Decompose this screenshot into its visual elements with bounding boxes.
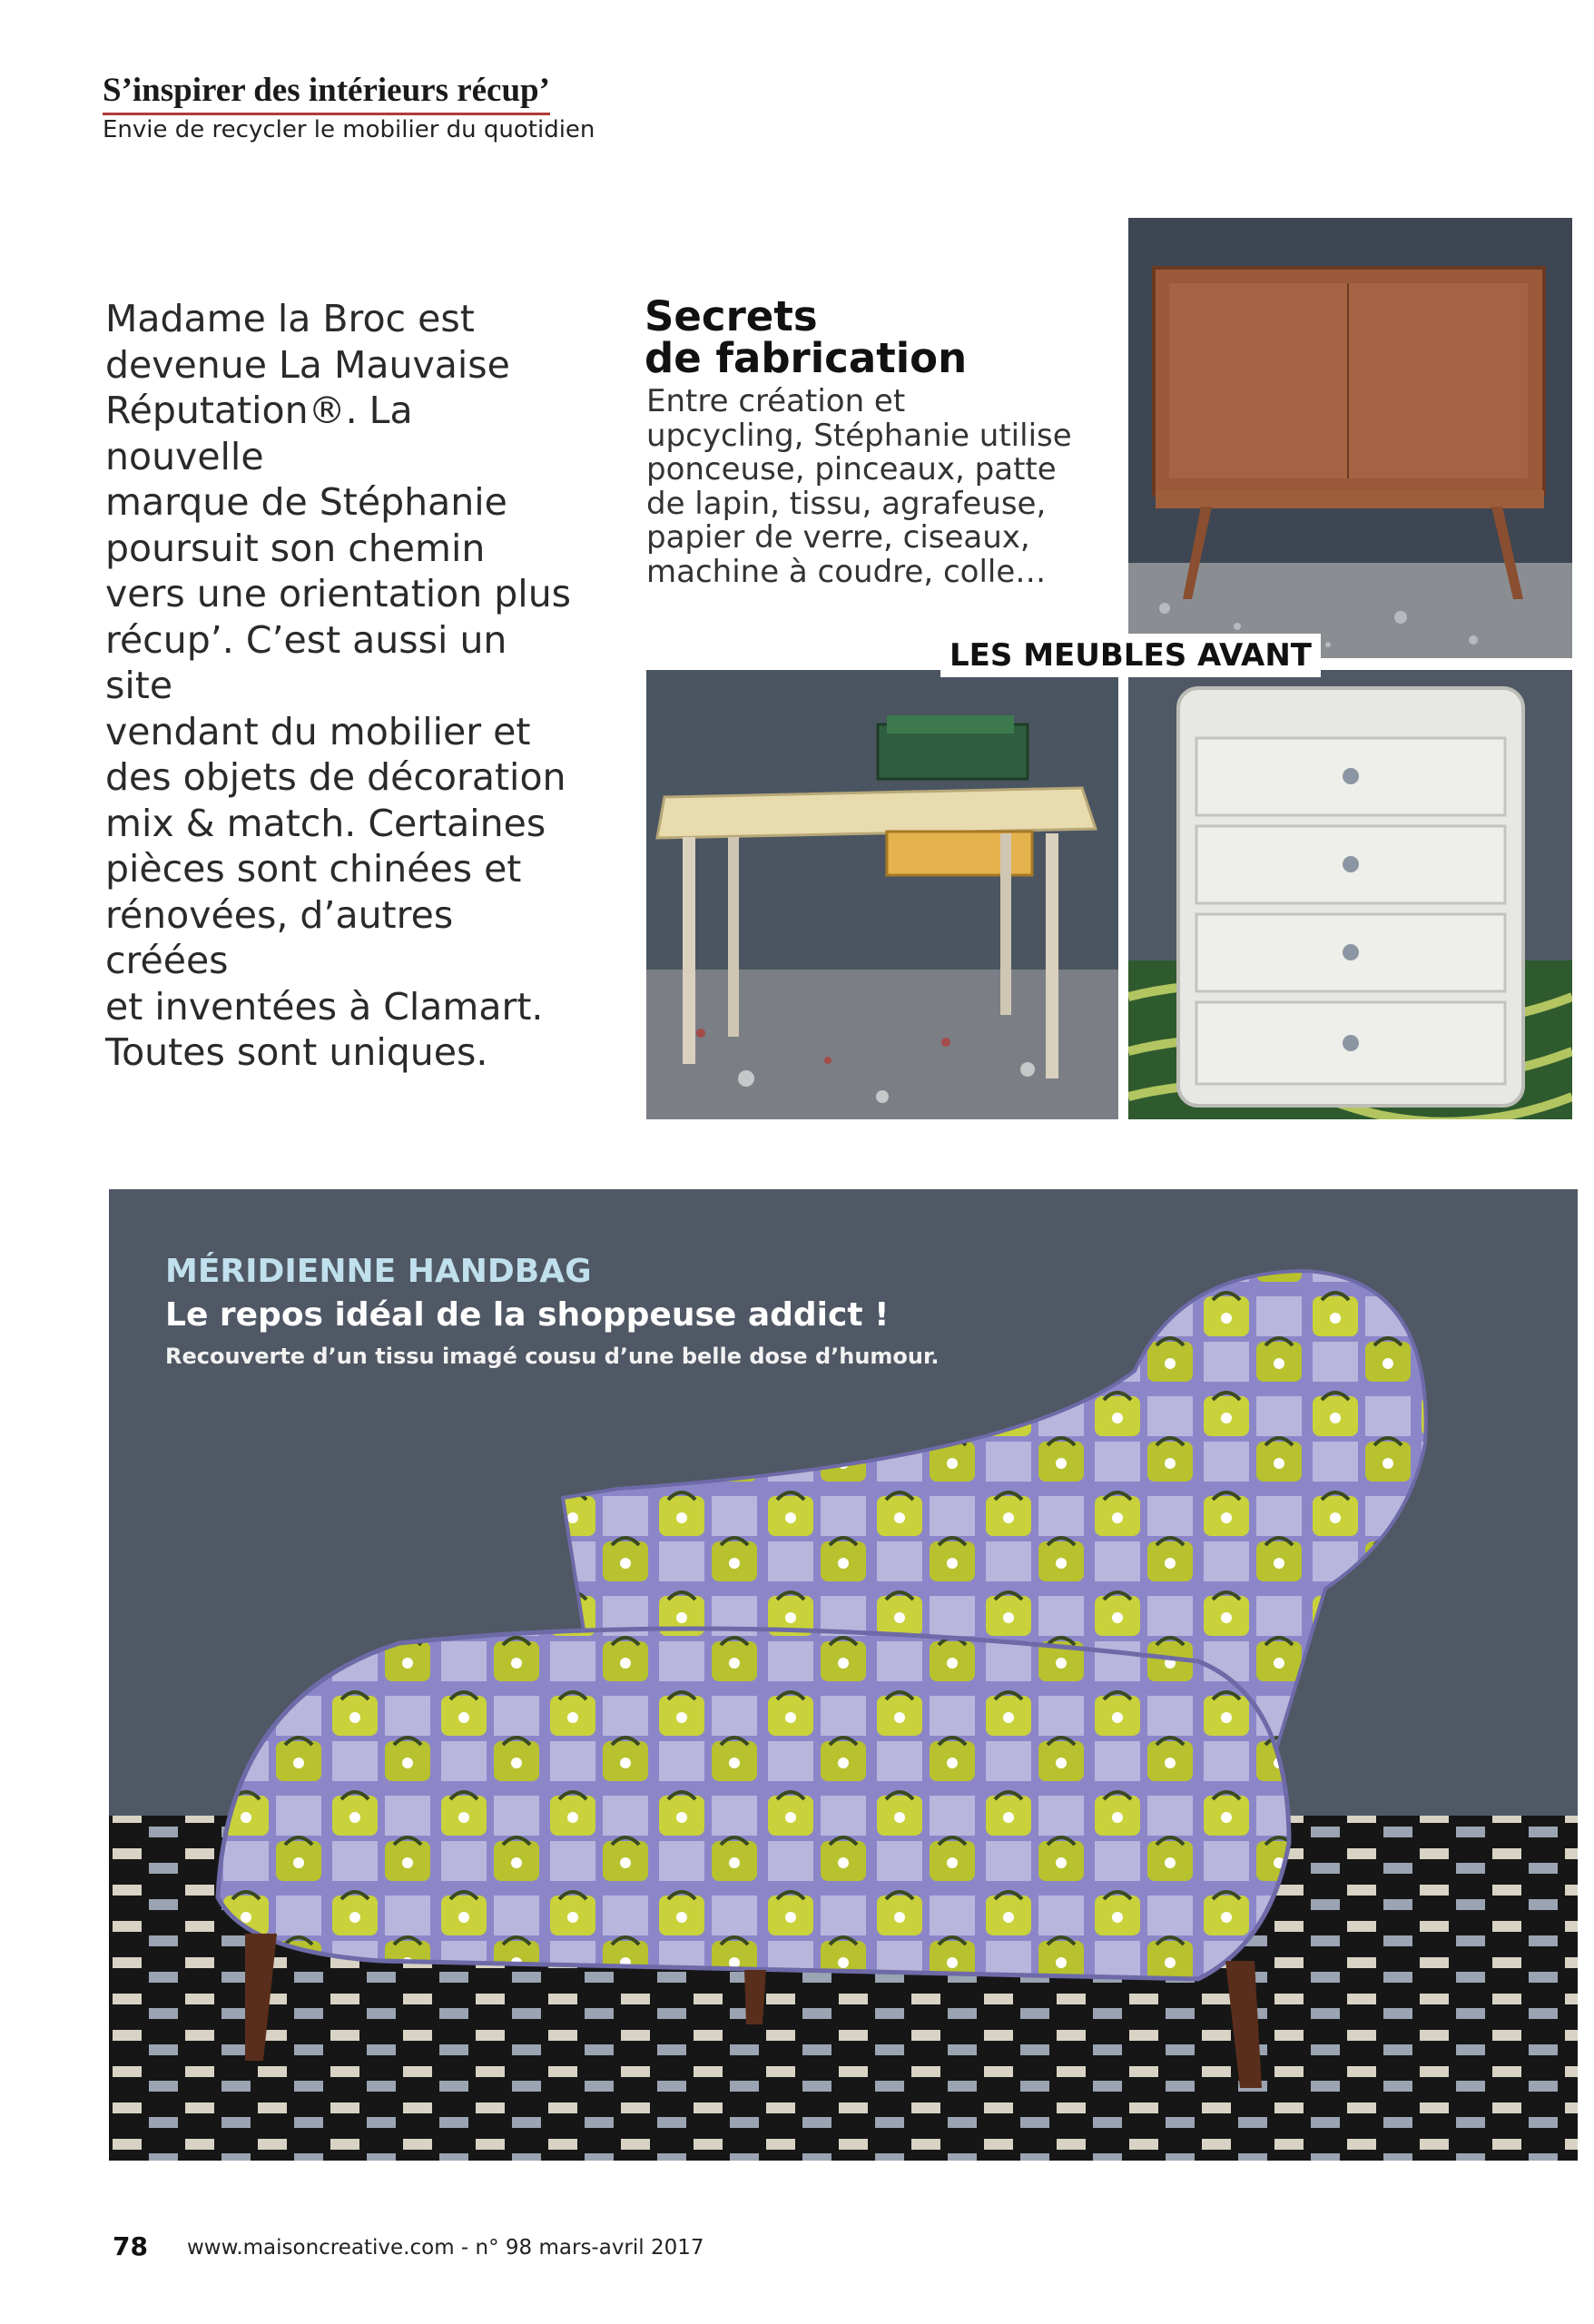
intro-line: des objets de décoration [105, 755, 566, 799]
intro-line: marque de Stéphanie [105, 480, 507, 524]
secrets-heading-line: de fabrication [644, 334, 968, 382]
footer-publication: www.maisoncreative.com - n° 98 mars-avril 2017 [187, 2236, 704, 2260]
secrets-line: ponceuse, pinceaux, patte [646, 451, 1057, 487]
intro-line: mix & match. Certaines [105, 801, 546, 845]
intro-line: et inventées à Clamart. [105, 984, 544, 1029]
secrets-body [646, 385, 1118, 589]
intro-line: poursuit son chemin [105, 526, 486, 570]
photo-sideboard [1128, 218, 1572, 658]
intro-line: rénovées, d’autres créées [105, 892, 454, 982]
intro-line: pièces sont chinées et [105, 847, 522, 891]
secrets-line: upcycling, Stéphanie utilise [646, 417, 1072, 454]
intro-paragraph [105, 296, 577, 1076]
intro-line: Toutes sont uniques. [105, 1030, 488, 1074]
intro-line: vers une orientation plus [105, 572, 572, 615]
secrets-line: machine à coudre, colle… [646, 553, 1047, 590]
page-number: 78 [113, 2231, 148, 2261]
photo-drawers [1128, 670, 1572, 1119]
intro-line: récup’. C’est aussi un site [105, 617, 507, 707]
intro-line: vendant du mobilier et [105, 709, 531, 753]
feature-description: Recouverte d’un tissu imagé cousu d’une belle dose d’humour. [165, 1344, 940, 1369]
section-title: S’inspirer des intérieurs récup’ [103, 71, 550, 115]
photo-meridienne [109, 1189, 1578, 2161]
secrets-heading-line: Secrets [644, 292, 818, 340]
intro-line: devenue La Mauvaise [105, 342, 510, 387]
secrets-line: Entre création et [646, 383, 906, 419]
secrets-line: de lapin, tissu, agrafeuse, [646, 485, 1047, 522]
intro-line: Réputation®. La nouvelle [105, 389, 413, 478]
feature-subtitle: Le repos idéal de la shoppeuse addict ! [165, 1296, 890, 1334]
intro-line: Madame la Broc est [105, 297, 475, 340]
section-subtitle: Envie de recycler le mobilier du quotidien [103, 116, 595, 143]
photo-desk [646, 670, 1118, 1119]
secrets-heading [644, 292, 968, 382]
secrets-line: papier de verre, ciseaux, [646, 519, 1030, 556]
feature-title: MÉRIDIENNE HANDBAG [165, 1253, 592, 1290]
caption-before: LES MEUBLES AVANT [940, 634, 1321, 677]
